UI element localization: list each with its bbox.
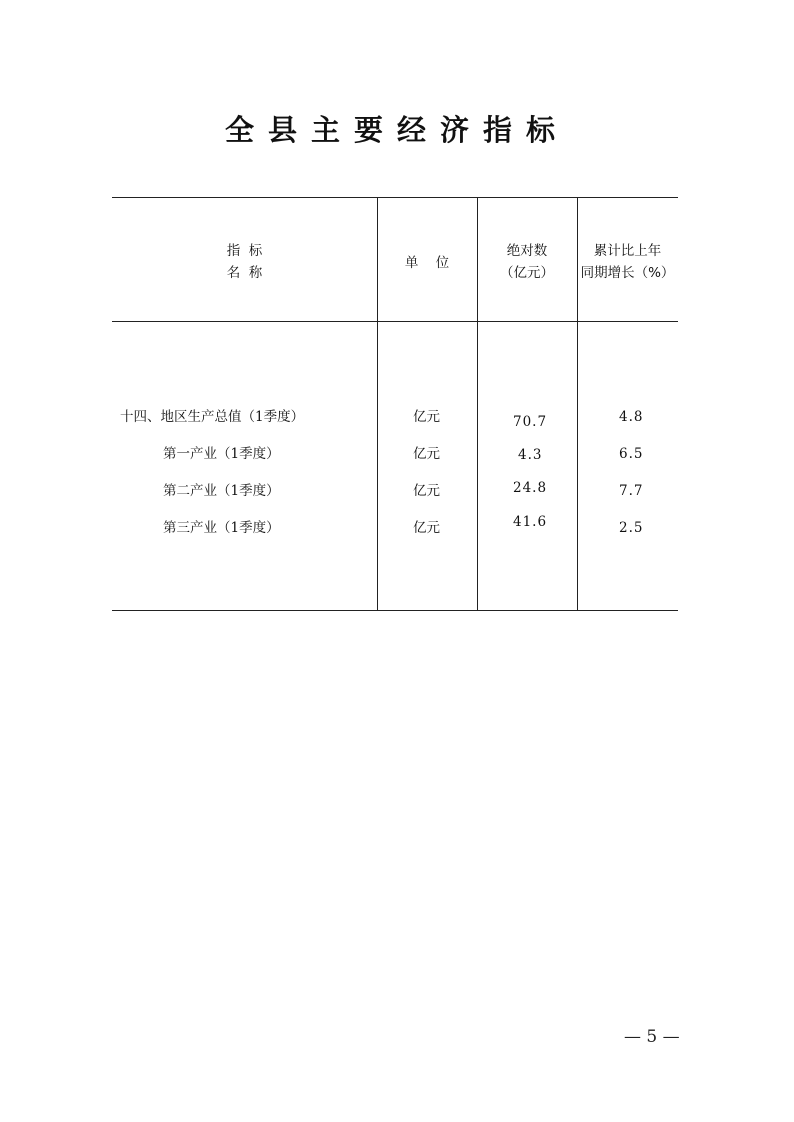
indicator-table	[112, 197, 678, 611]
row-growth-secondary: 7.7	[619, 483, 644, 499]
table-top-rule	[112, 197, 678, 198]
row-name-gdp: 十四、地区生产总值（1季度）	[120, 409, 305, 425]
header-growth	[577, 240, 678, 284]
header-indicator-line1: 指 标	[226, 243, 263, 259]
row-value-primary: 4.3	[518, 447, 543, 463]
row-growth-tertiary: 2.5	[619, 520, 644, 536]
table-header-rule	[112, 321, 678, 322]
header-unit-label: 单 位	[404, 255, 450, 271]
header-absolute-line2: （亿元）	[500, 265, 554, 281]
header-indicator-name	[112, 240, 377, 284]
header-absolute	[477, 240, 577, 284]
page-title: 全县主要经济指标	[224, 113, 569, 147]
header-indicator-line2: 名 称	[226, 265, 263, 281]
row-unit-primary: 亿元	[413, 446, 440, 462]
row-growth-gdp: 4.8	[619, 409, 644, 425]
header-growth-line2: 同期增长（%）	[580, 265, 675, 281]
header-unit	[377, 252, 477, 274]
row-name-tertiary: 第三产业（1季度）	[163, 520, 280, 536]
table-bottom-rule	[112, 610, 678, 611]
row-name-primary: 第一产业（1季度）	[163, 446, 280, 462]
row-unit-tertiary: 亿元	[413, 520, 440, 536]
row-growth-primary: 6.5	[619, 446, 644, 462]
header-growth-line1: 累计比上年	[593, 243, 662, 259]
row-value-secondary: 24.8	[513, 480, 548, 496]
row-value-gdp: 70.7	[513, 414, 548, 430]
row-unit-gdp: 亿元	[413, 409, 440, 425]
row-value-tertiary: 41.6	[513, 514, 548, 530]
row-name-secondary: 第二产业（1季度）	[163, 483, 280, 499]
page-number: — 5 —	[624, 1027, 680, 1047]
row-unit-secondary: 亿元	[413, 483, 440, 499]
header-absolute-line1: 绝对数	[506, 243, 548, 259]
